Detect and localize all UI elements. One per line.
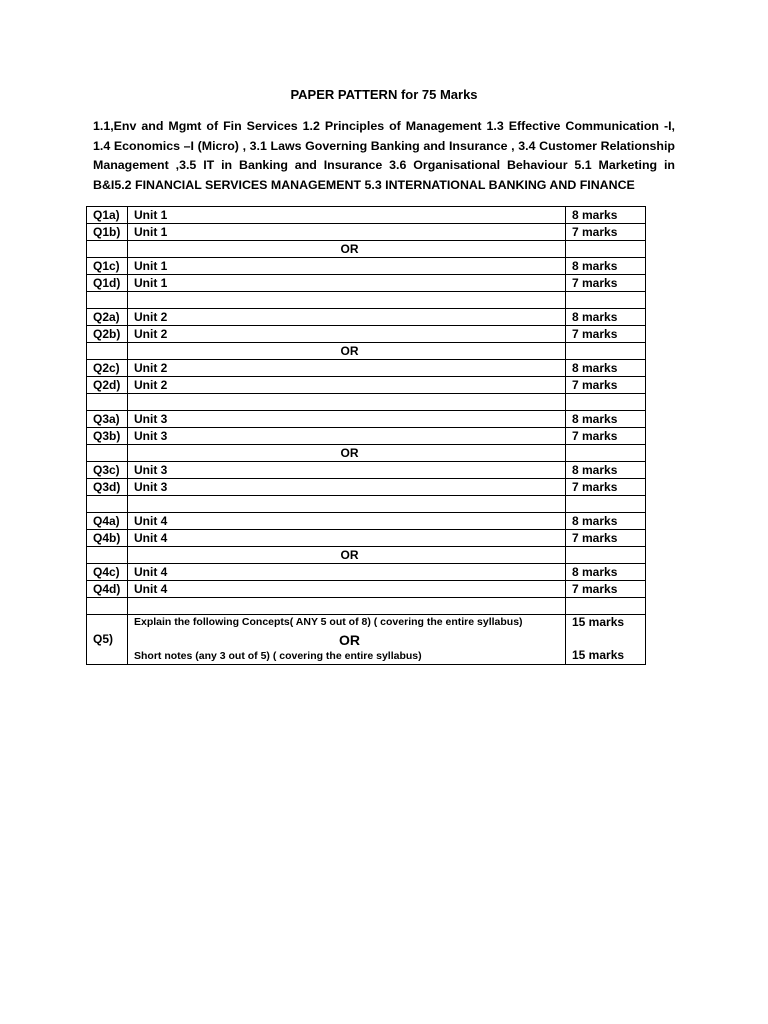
empty-cell (87, 445, 128, 462)
unit-cell: Unit 2 (128, 326, 566, 343)
table-row (87, 207, 646, 224)
unit-cell: Unit 2 (128, 377, 566, 394)
or-cell: OR (128, 547, 566, 564)
table-row (87, 462, 646, 479)
empty-cell (87, 241, 128, 258)
empty-cell (566, 496, 646, 513)
empty-cell (566, 547, 646, 564)
marks-cell: 7 marks (566, 479, 646, 496)
question-number-cell: Q4a) (87, 513, 128, 530)
table-row (87, 564, 646, 581)
marks-cell: 8 marks (566, 411, 646, 428)
table-row-or (87, 343, 646, 360)
empty-cell (87, 292, 128, 309)
marks-cell: 7 marks (566, 275, 646, 292)
unit-cell: Unit 3 (128, 428, 566, 445)
table-row-or (87, 547, 646, 564)
paper-pattern-table-body (87, 207, 646, 665)
unit-cell: Unit 1 (128, 258, 566, 275)
paper-pattern-table (86, 206, 646, 665)
q5-concepts-text: Explain the following Concepts( ANY 5 out of 8) ( covering the entire syllabus) (134, 616, 523, 628)
q5-marks-cell (566, 615, 646, 665)
empty-cell (128, 394, 566, 411)
unit-cell: Unit 2 (128, 360, 566, 377)
table-row (87, 309, 646, 326)
question-number-cell: Q4d) (87, 581, 128, 598)
q5-description-cell (128, 615, 566, 665)
marks-cell: 8 marks (566, 309, 646, 326)
table-row (87, 224, 646, 241)
table-row (87, 275, 646, 292)
question-number-cell: Q2c) (87, 360, 128, 377)
question-number-cell: Q3b) (87, 428, 128, 445)
or-cell: OR (128, 445, 566, 462)
marks-cell: 8 marks (566, 462, 646, 479)
or-cell: OR (128, 343, 566, 360)
question-number-cell: Q1b) (87, 224, 128, 241)
table-row-or (87, 445, 646, 462)
empty-cell (566, 241, 646, 258)
table-row-blank (87, 292, 646, 309)
question-number-cell: Q2d) (87, 377, 128, 394)
marks-cell: 8 marks (566, 207, 646, 224)
table-row (87, 360, 646, 377)
marks-cell: 7 marks (566, 581, 646, 598)
empty-cell (87, 394, 128, 411)
table-row-blank (87, 394, 646, 411)
unit-cell: Unit 3 (128, 411, 566, 428)
unit-cell: Unit 1 (128, 224, 566, 241)
unit-cell: Unit 4 (128, 581, 566, 598)
unit-cell: Unit 4 (128, 530, 566, 547)
question-number-cell: Q4b) (87, 530, 128, 547)
empty-cell (566, 598, 646, 615)
question-number-cell: Q1d) (87, 275, 128, 292)
empty-cell (87, 547, 128, 564)
table-row-or (87, 241, 646, 258)
table-row-blank (87, 598, 646, 615)
table-row (87, 411, 646, 428)
table-row (87, 377, 646, 394)
empty-cell (566, 292, 646, 309)
empty-cell (566, 343, 646, 360)
page-title: PAPER PATTERN for 75 Marks (290, 87, 478, 102)
unit-cell: Unit 2 (128, 309, 566, 326)
table-row (87, 326, 646, 343)
question-number-cell: Q1a) (87, 207, 128, 224)
table-row (87, 513, 646, 530)
q5-question-cell: Q5) (87, 615, 128, 665)
marks-cell: 7 marks (566, 530, 646, 547)
table-row (87, 581, 646, 598)
unit-cell: Unit 3 (128, 479, 566, 496)
empty-cell (87, 496, 128, 513)
marks-cell: 7 marks (566, 377, 646, 394)
q5-marks-option-2: 15 marks (572, 648, 625, 662)
marks-cell: 8 marks (566, 513, 646, 530)
question-number-cell: Q3c) (87, 462, 128, 479)
unit-cell: Unit 3 (128, 462, 566, 479)
unit-cell: Unit 1 (128, 207, 566, 224)
question-number-cell: Q2a) (87, 309, 128, 326)
question-number-cell: Q4c) (87, 564, 128, 581)
q5-marks-option-1: 15 marks (572, 615, 625, 629)
marks-cell: 7 marks (566, 224, 646, 241)
marks-cell: 7 marks (566, 326, 646, 343)
empty-cell (566, 394, 646, 411)
marks-cell: 7 marks (566, 428, 646, 445)
subjects-paragraph: 1.1,Env and Mgmt of Fin Services 1.2 Principles of Management 1.3 Effective Communication -I, 1.4 Economics –I (Micro) , 3.1 Laws Governing Banking and Insurance , 3.4 Customer Relationship Management ,3.5 IT in Banking and Insurance 3.6 Organisational Behaviour 5.1 Marketing in B&I5.2 FINANCIAL SERVICES MANAGEMENT 5.3 INTERNATIONAL BANKING AND FINANCE (93, 119, 675, 192)
q5-or-text: OR (339, 632, 360, 648)
unit-cell: Unit 1 (128, 275, 566, 292)
question-number-cell: Q3a) (87, 411, 128, 428)
question-number-cell: Q1c) (87, 258, 128, 275)
table-row-q5 (87, 615, 646, 665)
empty-cell (128, 496, 566, 513)
or-cell: OR (128, 241, 566, 258)
marks-cell: 8 marks (566, 258, 646, 275)
table-row-blank (87, 496, 646, 513)
table-row (87, 479, 646, 496)
q5-short-notes-text: Short notes (any 3 out of 5) ( covering the entire syllabus) (134, 650, 422, 662)
marks-cell: 8 marks (566, 564, 646, 581)
unit-cell: Unit 4 (128, 564, 566, 581)
unit-cell: Unit 4 (128, 513, 566, 530)
table-row (87, 530, 646, 547)
marks-cell: 8 marks (566, 360, 646, 377)
empty-cell (87, 598, 128, 615)
empty-cell (128, 292, 566, 309)
table-row (87, 428, 646, 445)
table-row (87, 258, 646, 275)
empty-cell (87, 343, 128, 360)
empty-cell (128, 598, 566, 615)
empty-cell (566, 445, 646, 462)
question-number-cell: Q2b) (87, 326, 128, 343)
question-number-cell: Q3d) (87, 479, 128, 496)
